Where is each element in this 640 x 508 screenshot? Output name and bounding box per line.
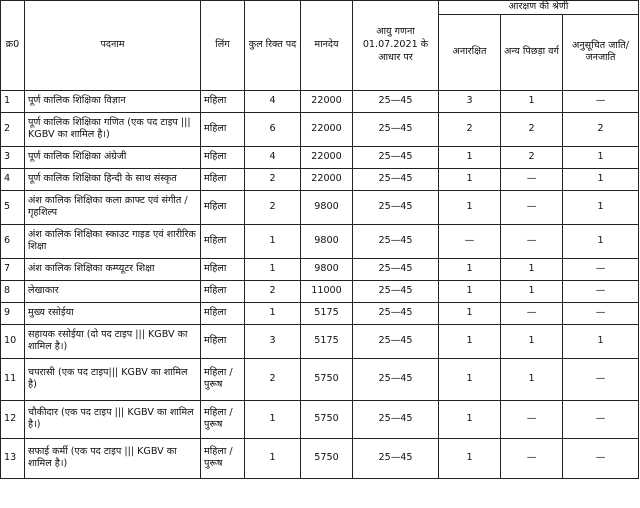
serial-cell: 3 xyxy=(1,146,25,168)
obc-cell: 1 xyxy=(501,358,563,400)
total-cell: 1 xyxy=(245,438,301,478)
total-cell: 1 xyxy=(245,224,301,258)
sc-st-cell: 1 xyxy=(563,324,639,358)
obc-cell: — xyxy=(501,224,563,258)
unreserved-cell: 1 xyxy=(439,190,501,224)
pay-cell: 5750 xyxy=(301,358,353,400)
header-unreserved: अनारक्षित xyxy=(439,14,501,90)
serial-cell: 10 xyxy=(1,324,25,358)
sc-st-cell: — xyxy=(563,280,639,302)
header-gender: लिंग xyxy=(201,1,245,91)
post-cell: पूर्ण कालिक शिक्षिका अंग्रेजी xyxy=(25,146,201,168)
post-cell: अंश कालिक शिक्षिका स्काउट गाइड एवं शारीरिक शिक्षा xyxy=(25,224,201,258)
sc-st-cell: — xyxy=(563,90,639,112)
pay-cell: 5750 xyxy=(301,400,353,438)
header-honorarium: मानदेय xyxy=(301,1,353,91)
unreserved-cell: 1 xyxy=(439,280,501,302)
serial-cell: 6 xyxy=(1,224,25,258)
gender-cell: महिला xyxy=(201,280,245,302)
post-cell: सफाई कर्मी (एक पद टाइप ||| KGBV का शामिल है।) xyxy=(25,438,201,478)
unreserved-cell: 1 xyxy=(439,358,501,400)
sc-st-cell: — xyxy=(563,400,639,438)
pay-cell: 22000 xyxy=(301,112,353,146)
serial-cell: 8 xyxy=(1,280,25,302)
sc-st-cell: — xyxy=(563,258,639,280)
post-cell: चौकीदार (एक पद टाइप ||| KGBV का शामिल है।) xyxy=(25,400,201,438)
table-row xyxy=(1,112,639,146)
post-cell: अंश कालिक शिक्षिका कम्प्यूटर शिक्षा xyxy=(25,258,201,280)
gender-cell: महिला xyxy=(201,190,245,224)
total-cell: 1 xyxy=(245,400,301,438)
age-cell: 25—45 xyxy=(353,112,439,146)
age-cell: 25—45 xyxy=(353,146,439,168)
obc-cell: — xyxy=(501,400,563,438)
table-row xyxy=(1,324,639,358)
unreserved-cell: 1 xyxy=(439,400,501,438)
sc-st-cell: — xyxy=(563,302,639,324)
sc-st-cell: 1 xyxy=(563,168,639,190)
serial-cell: 9 xyxy=(1,302,25,324)
serial-cell: 11 xyxy=(1,358,25,400)
sc-st-cell: — xyxy=(563,438,639,478)
unreserved-cell: 3 xyxy=(439,90,501,112)
table-row xyxy=(1,280,639,302)
post-cell: चपरासी (एक पद टाइप||| KGBV का शामिल है) xyxy=(25,358,201,400)
obc-cell: — xyxy=(501,438,563,478)
post-cell: सहायक रसोईया (दो पद टाइप ||| KGBV का शामिल है।) xyxy=(25,324,201,358)
obc-cell: 2 xyxy=(501,112,563,146)
sc-st-cell: 1 xyxy=(563,190,639,224)
unreserved-cell: 1 xyxy=(439,324,501,358)
age-cell: 25—45 xyxy=(353,358,439,400)
pay-cell: 22000 xyxy=(301,168,353,190)
total-cell: 6 xyxy=(245,112,301,146)
obc-cell: — xyxy=(501,302,563,324)
header-obc: अन्य पिछड़ा वर्ग xyxy=(501,14,563,90)
gender-cell: महिला xyxy=(201,168,245,190)
age-cell: 25—45 xyxy=(353,224,439,258)
table-row xyxy=(1,302,639,324)
total-cell: 4 xyxy=(245,90,301,112)
gender-cell: महिला xyxy=(201,258,245,280)
total-cell: 2 xyxy=(245,358,301,400)
table-row xyxy=(1,438,639,478)
serial-cell: 12 xyxy=(1,400,25,438)
unreserved-cell: 1 xyxy=(439,168,501,190)
header-total-vacancies: कुल रिक्त पद xyxy=(245,1,301,91)
unreserved-cell: 1 xyxy=(439,438,501,478)
age-cell: 25—45 xyxy=(353,190,439,224)
age-cell: 25—45 xyxy=(353,280,439,302)
table-row xyxy=(1,224,639,258)
total-cell: 1 xyxy=(245,302,301,324)
post-cell: अंश कालिक शिक्षिका कला क्राफ्ट एवं संगीत /गृहशिल्प xyxy=(25,190,201,224)
table-row xyxy=(1,358,639,400)
serial-cell: 2 xyxy=(1,112,25,146)
gender-cell: महिला /पुरूष xyxy=(201,358,245,400)
post-cell: पूर्ण कालिक शिक्षिका हिन्दी के साथ संस्कृत xyxy=(25,168,201,190)
serial-cell: 7 xyxy=(1,258,25,280)
obc-cell: 2 xyxy=(501,146,563,168)
obc-cell: — xyxy=(501,190,563,224)
table-row xyxy=(1,90,639,112)
obc-cell: 1 xyxy=(501,280,563,302)
pay-cell: 9800 xyxy=(301,190,353,224)
total-cell: 4 xyxy=(245,146,301,168)
sc-st-cell: 2 xyxy=(563,112,639,146)
pay-cell: 9800 xyxy=(301,258,353,280)
age-cell: 25—45 xyxy=(353,324,439,358)
gender-cell: महिला xyxy=(201,224,245,258)
post-cell: पूर्ण कालिक शिक्षिका विज्ञान xyxy=(25,90,201,112)
unreserved-cell: 1 xyxy=(439,146,501,168)
post-cell: पूर्ण कालिक शिक्षिका गणित (एक पद टाइप ||| KGBV का शामिल है।) xyxy=(25,112,201,146)
gender-cell: महिला xyxy=(201,302,245,324)
table-row xyxy=(1,190,639,224)
obc-cell: — xyxy=(501,168,563,190)
obc-cell: 1 xyxy=(501,90,563,112)
header-age-limit: आयु गणना 01.07.2021 के आधार पर xyxy=(353,1,439,91)
total-cell: 2 xyxy=(245,190,301,224)
pay-cell: 5175 xyxy=(301,302,353,324)
total-cell: 3 xyxy=(245,324,301,358)
total-cell: 1 xyxy=(245,258,301,280)
gender-cell: महिला /पुरूष xyxy=(201,400,245,438)
pay-cell: 9800 xyxy=(301,224,353,258)
gender-cell: महिला xyxy=(201,324,245,358)
obc-cell: 1 xyxy=(501,324,563,358)
post-cell: मुख्य रसोईया xyxy=(25,302,201,324)
table-row xyxy=(1,258,639,280)
header-sc-st: अनुसूचित जाति/ जनजाति xyxy=(563,14,639,90)
age-cell: 25—45 xyxy=(353,400,439,438)
age-cell: 25—45 xyxy=(353,302,439,324)
gender-cell: महिला /पुरूष xyxy=(201,438,245,478)
serial-cell: 13 xyxy=(1,438,25,478)
sc-st-cell: — xyxy=(563,358,639,400)
age-cell: 25—45 xyxy=(353,438,439,478)
unreserved-cell: 2 xyxy=(439,112,501,146)
unreserved-cell: 1 xyxy=(439,258,501,280)
age-cell: 25—45 xyxy=(353,258,439,280)
table-row xyxy=(1,400,639,438)
age-cell: 25—45 xyxy=(353,168,439,190)
pay-cell: 5750 xyxy=(301,438,353,478)
age-cell: 25—45 xyxy=(353,90,439,112)
unreserved-cell: — xyxy=(439,224,501,258)
header-serial: क्र0 xyxy=(1,1,25,91)
header-post: पदनाम xyxy=(25,1,201,91)
table-row xyxy=(1,146,639,168)
pay-cell: 11000 xyxy=(301,280,353,302)
serial-cell: 5 xyxy=(1,190,25,224)
unreserved-cell: 1 xyxy=(439,302,501,324)
pay-cell: 22000 xyxy=(301,90,353,112)
gender-cell: महिला xyxy=(201,112,245,146)
sc-st-cell: 1 xyxy=(563,146,639,168)
serial-cell: 4 xyxy=(1,168,25,190)
total-cell: 2 xyxy=(245,168,301,190)
pay-cell: 22000 xyxy=(301,146,353,168)
gender-cell: महिला xyxy=(201,146,245,168)
post-cell: लेखाकार xyxy=(25,280,201,302)
gender-cell: महिला xyxy=(201,90,245,112)
obc-cell: 1 xyxy=(501,258,563,280)
table-row xyxy=(1,168,639,190)
sc-st-cell: 1 xyxy=(563,224,639,258)
total-cell: 2 xyxy=(245,280,301,302)
pay-cell: 5175 xyxy=(301,324,353,358)
header-reservation-category: आरक्षण की श्रेणी xyxy=(439,1,639,15)
serial-cell: 1 xyxy=(1,90,25,112)
